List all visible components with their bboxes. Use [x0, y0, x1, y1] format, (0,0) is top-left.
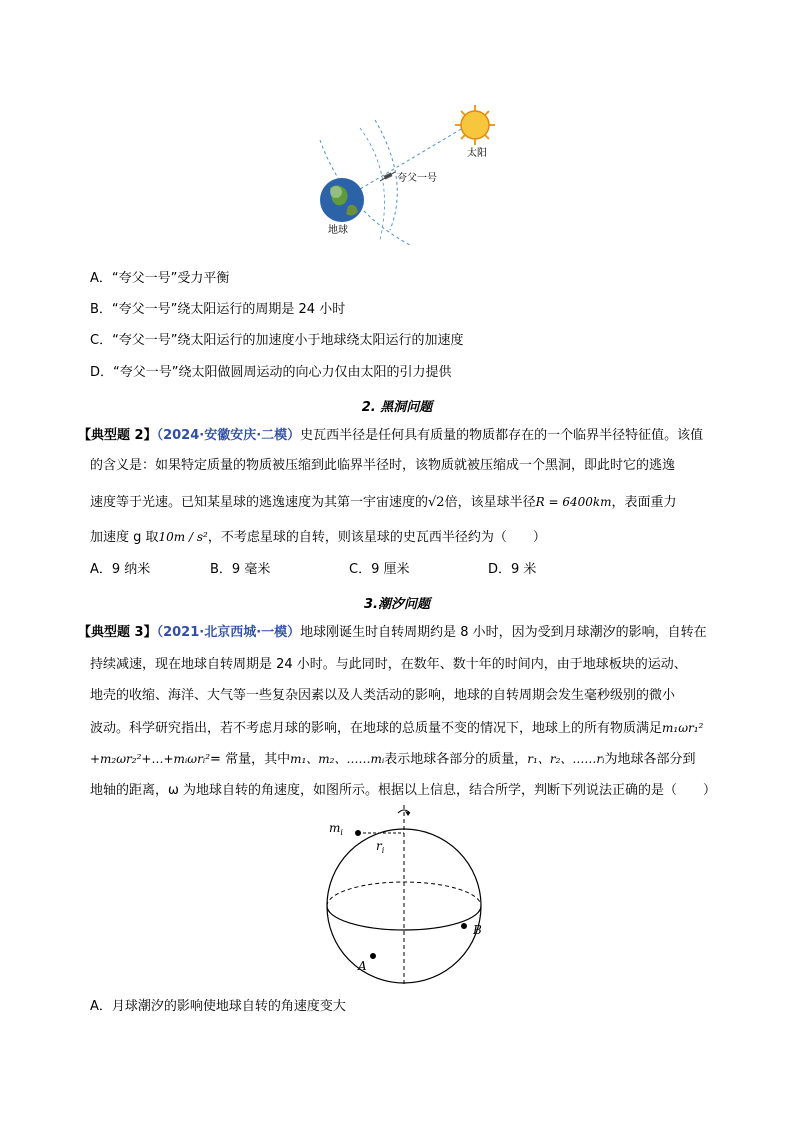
point-a: [370, 953, 376, 959]
q3-line3: 地壳的收缩、海洋、大气等一些复杂因素以及人类活动的影响，地球的自转周期会发生毫秒级别的微小: [90, 688, 676, 703]
q1-option-c: C．“夸父一号”绕太阳运行的加速度小于地球绕太阳运行的加速度: [90, 333, 464, 348]
sun-label: 太阳: [467, 148, 487, 159]
ri-label: $r_i$: [376, 839, 385, 855]
point-b: [461, 923, 467, 929]
q1-option-b: B．“夸父一号”绕太阳运行的周期是 24 小时: [90, 302, 346, 317]
section-3-title: 3.潮汐问题: [364, 597, 430, 612]
probe-orbit-arc-2: [360, 128, 385, 240]
q2-option-c: C．9 厘米: [349, 562, 410, 577]
q2-option-a: A．9 纳米: [90, 562, 151, 577]
q2-gval: 10m / s²: [158, 530, 208, 544]
q2-line3b: 倍，该星球半径: [444, 495, 536, 510]
point-mi: [355, 830, 361, 836]
q3-line4a: 波动。科学研究指出，若不考虑月球的影响，在地球的总质量不变的情况下，地球上的所有物质满足: [90, 721, 663, 736]
q3-line5c: m₁、m₂、……mᵢ: [290, 752, 385, 766]
q3-line5e: r₁、r₂、……rᵢ: [527, 752, 605, 766]
probe-label: 夸父一号: [397, 173, 437, 184]
q2-line2: 的含义是：如果特定质量的物质被压缩到此临界半径时，该物质就被压缩成一个黑洞，即此时它的逃逸: [90, 458, 676, 473]
orbit-figure: [300, 100, 510, 250]
section-2-title: 2. 黑洞问题: [361, 400, 433, 415]
q2-tag: 【典型题 2】: [78, 428, 157, 443]
q2-line4b: ，不考虑星球的自转，则该星球的史瓦西半径约为（ ）: [207, 530, 546, 545]
q3-option-a: A．月球潮汐的影响使地球自转的角速度变大: [90, 999, 346, 1014]
q1-option-d: D．“夸父一号”绕太阳做圆周运动的向心力仅由太阳的引力提供: [90, 365, 452, 380]
q2-line4a: 加速度 g 取: [90, 530, 159, 545]
q2-sqrt: √2: [428, 495, 445, 510]
q3-line5b: = 常量，其中: [210, 752, 291, 767]
q3-line5a: +m₂ωr₂²+…+mᵢωrᵢ²: [90, 752, 211, 766]
q2-line1: 史瓦西半径是任何具有质量的物质都存在的一个临界半径特征值。该值: [300, 428, 704, 443]
mi-label: $m_i$: [329, 821, 343, 837]
q3-line5d: 表示地球各部分的质量，: [384, 752, 528, 767]
a-label: A: [358, 959, 367, 973]
q2-radius: R = 6400km: [535, 495, 612, 509]
q3-line4b: m₁ωr₁²: [662, 721, 704, 735]
q3-line5f: 为地球各部分到: [604, 752, 696, 767]
b-label: B: [473, 923, 482, 937]
earth-sphere-figure: [312, 803, 502, 988]
q3-tag: 【典型题 3】: [78, 625, 157, 640]
q2-option-d: D．9 米: [488, 562, 537, 577]
q2-line3a: 速度等于光速。已知某星球的逃逸速度为其第一宇宙速度的: [90, 495, 429, 510]
q2-option-b: B．9 毫米: [210, 562, 271, 577]
q3-line6: 地轴的距离，ω 为地球自转的角速度，如图所示。根据以上信息，结合所学，判断下列说法正确的是（ ）: [90, 783, 717, 798]
q3-source: （2021·北京西城·一模）: [156, 625, 301, 640]
sun-icon: [455, 105, 495, 145]
earth-label: 地球: [328, 225, 348, 236]
sun-earth-line: [345, 125, 468, 198]
q2-source: （2024·安徽安庆·二模）: [156, 428, 301, 443]
q3-line2: 持续减速，现在地球自转周期是 24 小时。与此同时，在数年、数十年的时间内，由于地球板块的运动、: [90, 657, 687, 672]
q3-line1: 地球刚诞生时自转周期约是 8 小时，因为受到月球潮汐的影响，自转在: [300, 625, 707, 640]
q1-option-a: A．“夸父一号”受力平衡: [90, 271, 230, 286]
earth-icon: [320, 178, 364, 222]
q2-line3c: ，表面重力: [611, 495, 677, 510]
